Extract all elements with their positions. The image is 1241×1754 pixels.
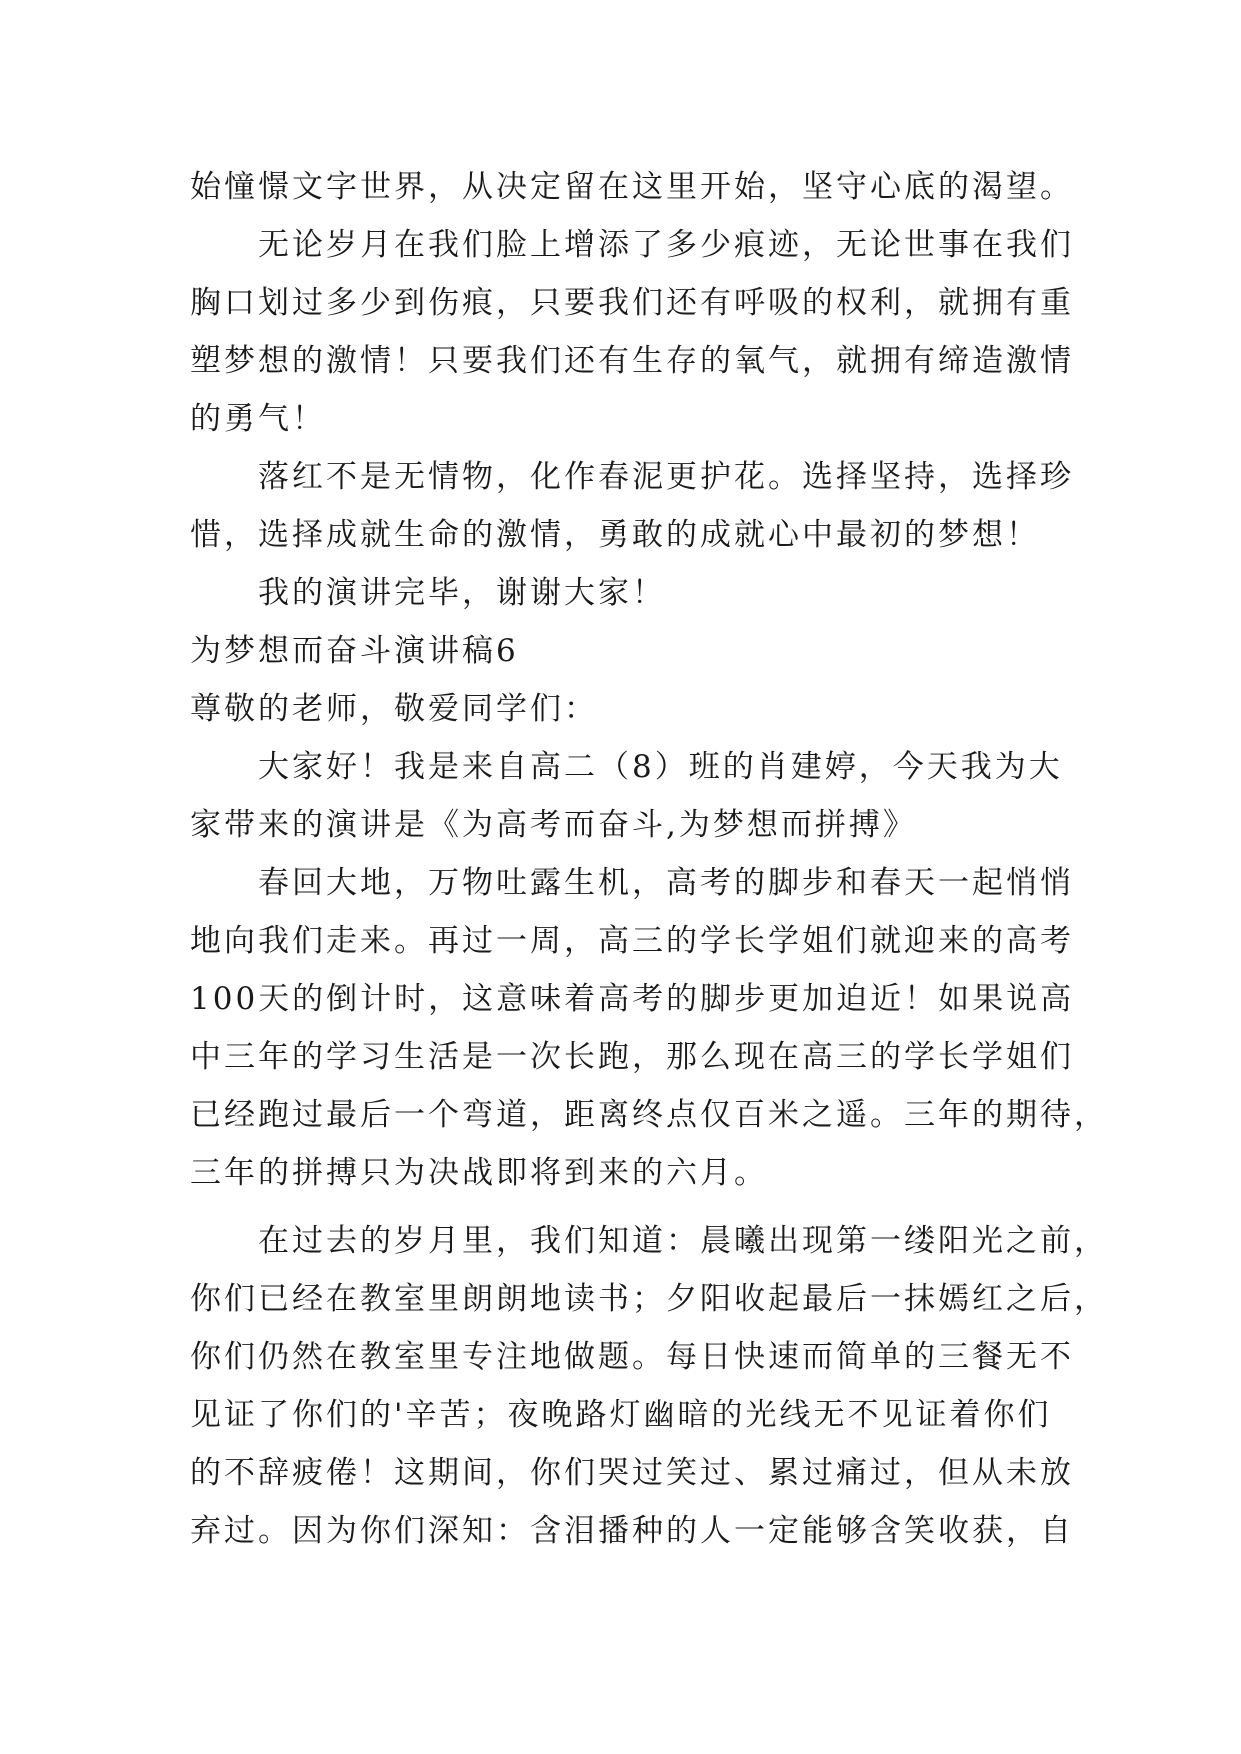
paragraph-line: 惜，选择成就生命的激情，勇敢的成就心中最初的梦想！ [190,517,1040,553]
paragraph-line: 无论岁月在我们脸上增添了多少痕迹，无论世事在我们 [258,227,1074,263]
salutation: 尊敬的老师，敬爱同学们： [190,691,598,727]
section-title: 为梦想而奋斗演讲稿6 [190,633,519,669]
paragraph-line: 大家好！我是来自高二（8）班的肖建婷，今天我为大 [258,749,1063,785]
paragraph-line: 你们已经在教室里朗朗地读书；夕阳收起最后一抹嫣红之后， [190,1281,1108,1317]
paragraph-line: 胸口划过多少到伤痕，只要我们还有呼吸的权利，就拥有重 [190,285,1074,321]
paragraph-line: 始憧憬文字世界，从决定留在这里开始，坚守心底的渴望。 [190,169,1074,205]
paragraph-line: 100天的倒计时，这意味着高考的脚步更加迫近！如果说高 [190,981,1075,1017]
paragraph-line: 在过去的岁月里，我们知道：晨曦出现第一缕阳光之前， [258,1223,1108,1259]
paragraph-line: 你们仍然在教室里专注地做题。每日快速而简单的三餐无不 [190,1339,1074,1375]
paragraph-line: 弃过。因为你们深知：含泪播种的人一定能够含笑收获，自 [190,1513,1074,1549]
paragraph-line: 地向我们走来。再过一周，高三的学长学姐们就迎来的高考 [190,923,1074,959]
paragraph-line: 塑梦想的激情！只要我们还有生存的氧气，就拥有缔造激情 [190,343,1074,379]
paragraph-line: 三年的拼搏只为决战即将到来的六月。 [190,1155,768,1191]
paragraph-line: 见证了你们的'辛苦；夜晚路灯幽暗的光线无不见证着你们 [190,1397,1052,1433]
document-body [190,158,1108,1560]
paragraph-line: 的不辞疲倦！这期间，你们哭过笑过、累过痛过，但从未放 [190,1455,1074,1491]
paragraph-line: 落红不是无情物，化作春泥更护花。选择坚持，选择珍 [258,459,1074,495]
paragraph-gap [190,1202,1060,1212]
paragraph-line: 春回大地，万物吐露生机，高考的脚步和春天一起悄悄 [258,865,1074,901]
paragraph-line: 家带来的演讲是《为高考而奋斗,为梦想而拼搏》 [190,807,917,843]
closing-line: 我的演讲完毕，谢谢大家！ [258,575,666,611]
paragraph-line: 已经跑过最后一个弯道，距离终点仅百米之遥。三年的期待， [190,1097,1108,1133]
paragraph-line: 中三年的学习生活是一次长跑，那么现在高三的学长学姐们 [190,1039,1074,1075]
paragraph-line: 的勇气！ [190,401,326,437]
